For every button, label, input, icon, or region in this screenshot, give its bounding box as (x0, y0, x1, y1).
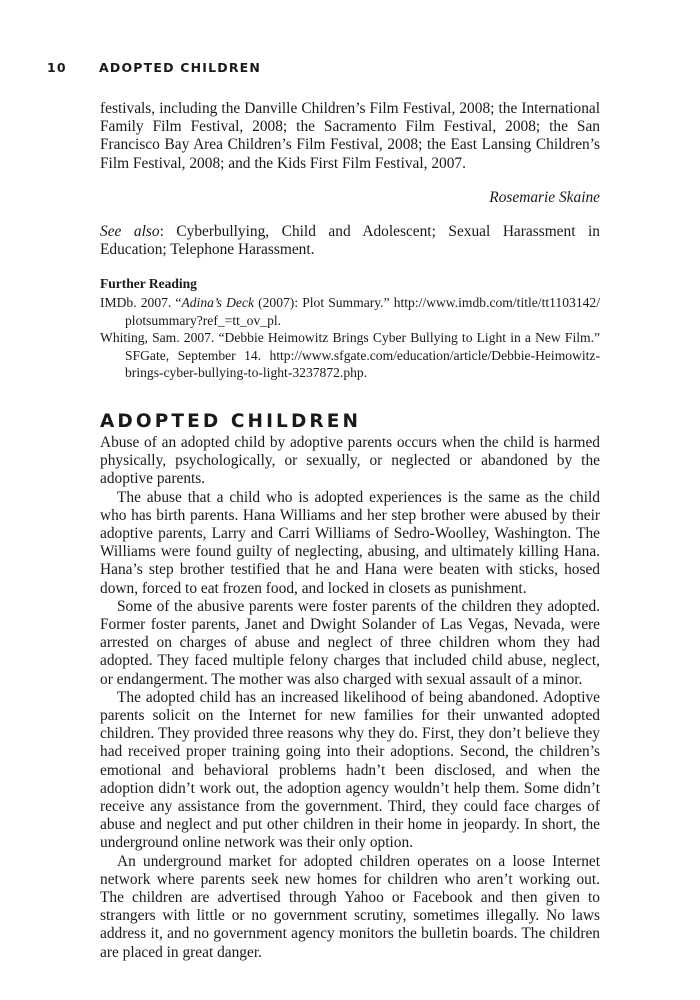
body-paragraph: An underground market for adopted children operates on a loose Internet network where parents seek new homes for children who aren’t working out. The children are advertised through Yahoo or Facebook and then given to strangers with little or no government scrutiny, sometimes illegally. No laws address it, and no government agency monitors the bulletin boards. The children are placed in great danger. (100, 852, 600, 961)
reference-item (100, 329, 600, 382)
reference-item (100, 294, 600, 329)
page-number: 10 (47, 60, 67, 75)
body-paragraph: Abuse of an adopted child by adoptive parents occurs when the child is harmed physically, psychologically, or sexually, or neglected or abandoned by the adoptive parents. (100, 433, 600, 488)
reference-text: Whiting, Sam. 2007. “Debbie Heimowitz Brings Cyber Bullying to Light in a New Film.” SFGate, September 14. http://www.sfgate.com/education/article/Debbie-Heimowitz-brings-cyber-bullying-to-light-3237872.php. (100, 330, 600, 381)
author-signature: Rosemarie Skaine (489, 188, 600, 206)
reference-text: (2007): Plot Summary.” http://www.imdb.com/title/tt1103142/ plotsummary?ref_=tt_ov_pl. (125, 295, 600, 328)
running-head (47, 60, 261, 75)
body-paragraph: Some of the abusive parents were foster parents of the children they adopted. Former foster parents, Janet and Dwight Solander of Las Vegas, Nevada, were arrested on charges of abuse and neglect of three children whom they had adopted. They faced multiple felony charges that included child abuse, neglect, or endangerment. The mother was also charged with sexual assault of a minor. (100, 597, 600, 688)
further-reading-heading: Further Reading (100, 276, 197, 292)
continuation-paragraph: festivals, including the Danville Children’s Film Festival, 2008; the International Family Film Festival, 2008; the Sacramento Film Festival, 2008; the San Francisco Bay Area Children’s Film Festival, 2008; the East Lansing Children’s Film Festival, 2008; and the Kids First Film Festival, 2007. (100, 100, 600, 172)
see-also (100, 223, 600, 259)
body-paragraph: The adopted child has an increased likelihood of being abandoned. Adoptive parents solicit on the Internet for new families for their unwanted adopted children. They provided three reasons why they do. First, they don’t believe they had received proper training going into their adoptions. Second, the children’s emotional and behavioral problems hadn’t been disclosed, and when the adoption didn’t work out, the adoption agency wouldn’t help them. Some didn’t receive any assistance from the government. Third, they could face charges of abuse and neglect and put other children in their home in jeopardy. In short, the underground online network was their only option. (100, 688, 600, 852)
reference-text: IMDb. 2007. “ (100, 295, 182, 311)
running-head-title: ADOPTED CHILDREN (99, 60, 262, 75)
entry-body (100, 434, 600, 962)
reference-title: Adina’s Deck (181, 295, 254, 311)
see-also-label: See also (100, 223, 160, 241)
body-paragraph: The abuse that a child who is adopted experiences is the same as the child who has birth parents. Hana Williams and her step brother were abused by their adoptive parents, Larry and Carri Williams of Sedro-Woolley, Washington. The Williams were found guilty of neglecting, abusing, and ultimately killing Hana. Hana’s step brother testified that he and Hana were beaten with sticks, hosed down, forced to eat frozen food, and locked in closets as punishment. (100, 488, 600, 597)
page-content (100, 100, 600, 962)
see-also-text: : Cyberbullying, Child and Adolescent; Sexual Harassment in Education; Telephone Harassment. (100, 223, 600, 259)
entry-heading: ADOPTED CHILDREN (100, 410, 362, 432)
